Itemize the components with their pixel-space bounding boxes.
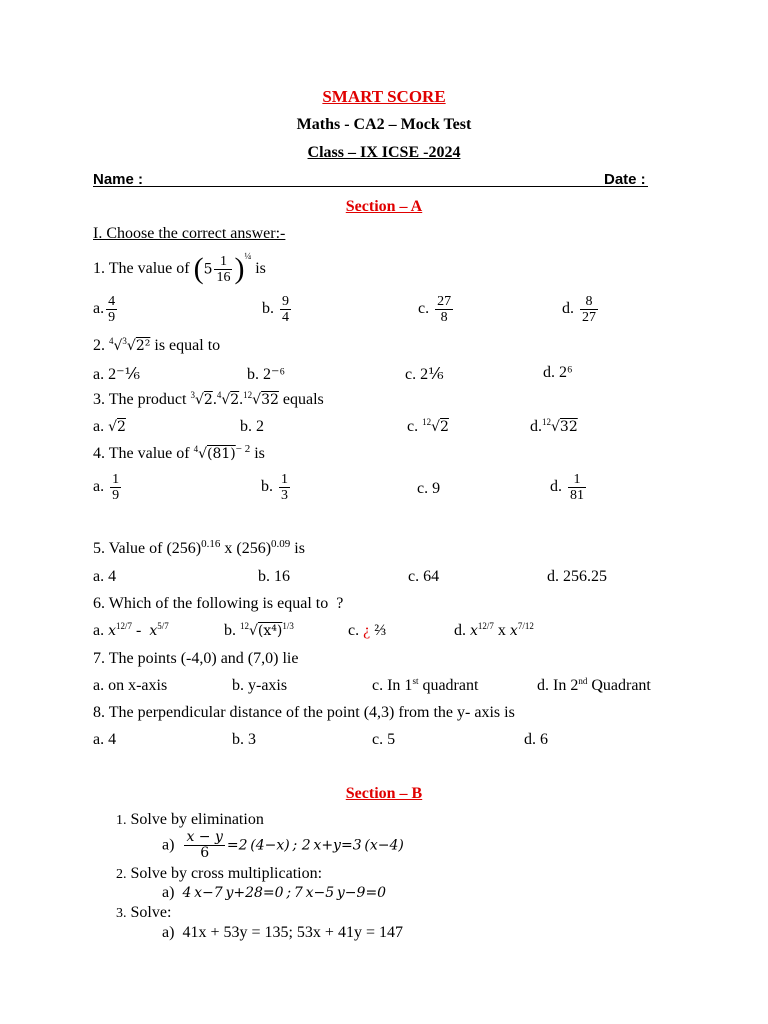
q1-option-a[interactable]: a. $\frac{4}{9}$ xyxy=(93,294,116,325)
q3-option-b[interactable]: b. 2 xyxy=(240,418,264,435)
question-4: 4. The value of $^4√(81)^{- 2}$ is xyxy=(93,443,265,462)
q5-option-c[interactable]: c. 64 xyxy=(408,568,440,585)
q4-option-b[interactable]: b. $\frac{1}{3}$ xyxy=(261,472,288,503)
section-b-item-1a: a) $\frac{x - y}{6}$ =2 (4−x) ; 2 x+y=3 (x−4) xyxy=(162,829,404,861)
brand-title: SMART SCORE xyxy=(322,87,446,106)
q5-option-b[interactable]: b. 16 xyxy=(258,568,290,585)
q6-option-c[interactable]: c. ¿ ⅔ xyxy=(348,622,387,639)
question-1 xyxy=(93,252,266,286)
q1-exponent: ¼ xyxy=(244,251,252,261)
question-7: 7. The points (-4,0) and (7,0) lie xyxy=(93,650,299,667)
question-2: 2. $^4$√$^3$√2² is equal to xyxy=(93,336,221,354)
subject-title: Maths - CA2 – Mock Test xyxy=(296,116,472,133)
section-b-item-2: 2. Solve by cross multiplication: xyxy=(116,865,323,882)
section-b-title: Section – B xyxy=(345,785,423,802)
q2-option-c[interactable]: c. 2⅙ xyxy=(405,366,444,383)
q1-fraction: $\frac{1}{16}$ xyxy=(216,253,231,285)
q8-option-a[interactable]: a. 4 xyxy=(93,731,117,748)
question-3: 3. The product $^3$√2.$^4$√2.12√32 equals xyxy=(93,390,324,408)
q1-prefix: 1. The value of xyxy=(93,260,190,277)
q5-option-a[interactable]: a. 4 xyxy=(93,568,117,585)
q1-option-d[interactable]: d. $\frac{8}{27}$ xyxy=(562,294,596,325)
q6-option-d[interactable]: d. $x^{12/7}$ x $x^{7/12}$ xyxy=(454,621,534,639)
question-6: 6. Which of the following is equal to ? xyxy=(93,595,344,612)
date-label: Date : xyxy=(604,171,646,188)
q2-option-a[interactable]: a. 2⁻⅙ xyxy=(93,366,141,383)
q1-whole: 5 xyxy=(203,261,213,278)
question-5: 5. Value of $(256)^{0.16}$ x $(256)^{0.09}$ is xyxy=(93,538,305,557)
class-title: Class – IX ICSE -2024 xyxy=(307,144,461,161)
q7-option-d[interactable]: d. In 2nd Quadrant xyxy=(537,676,651,694)
q3-option-d[interactable]: d.$^{12}$√32 xyxy=(530,417,578,435)
q1-suffix: is xyxy=(255,260,266,277)
q8-option-b[interactable]: b. 3 xyxy=(232,731,256,748)
q1-option-c[interactable]: c. $\frac{27}{8}$ xyxy=(418,294,452,325)
q1-paren-open: ( xyxy=(193,252,204,286)
q3-option-c[interactable]: c. $^{12}$√2 xyxy=(407,417,449,435)
q5-option-d[interactable]: d. 256.25 xyxy=(547,568,607,585)
section-a-title: Section – A xyxy=(345,198,423,215)
q2-option-d[interactable]: d. 2⁶ xyxy=(543,364,573,381)
q7-option-c[interactable]: c. In 1st quadrant xyxy=(372,676,479,694)
q6-option-b[interactable]: b. $^{12}√(x^4)^{1/3}$ xyxy=(224,621,294,639)
section-b-item-3: 3. Solve: xyxy=(116,904,172,921)
q7-option-a[interactable]: a. on x-axis xyxy=(93,677,168,694)
q7-option-b[interactable]: b. y-axis xyxy=(232,677,288,694)
q8-option-c[interactable]: c. 5 xyxy=(372,731,396,748)
q3-option-a[interactable]: a. √2 xyxy=(93,418,126,435)
q1-option-b[interactable]: b. $\frac{9}{4}$ xyxy=(262,294,289,325)
section-b-item-3a: a) 41x + 53y = 135; 53x + 41y = 147 xyxy=(162,924,403,941)
question-8: 8. The perpendicular distance of the point (4,3) from the y- axis is xyxy=(93,704,515,721)
q4-option-a[interactable]: a. $\frac{1}{9}$ xyxy=(93,472,120,503)
name-underline xyxy=(93,186,648,187)
q6-option-a[interactable]: a. $x^{12/7} - x^{5/7}$ xyxy=(93,621,169,639)
section-b-item-2a: a) 4 x−7 y+28=0 ; 7 x−5 y−9=0 xyxy=(162,884,387,901)
name-label: Name : xyxy=(93,171,144,188)
q4-option-c[interactable]: c. 9 xyxy=(417,480,441,497)
q2-option-b[interactable]: b. 2⁻⁶ xyxy=(247,366,286,383)
q1-paren-close: ) xyxy=(234,252,245,286)
instruction: I. Choose the correct answer:- xyxy=(93,225,286,242)
q8-option-d[interactable]: d. 6 xyxy=(524,731,548,748)
q4-option-d[interactable]: d. $\frac{1}{81}$ xyxy=(550,472,584,503)
section-b-item-1: 1. Solve by elimination xyxy=(116,811,264,828)
